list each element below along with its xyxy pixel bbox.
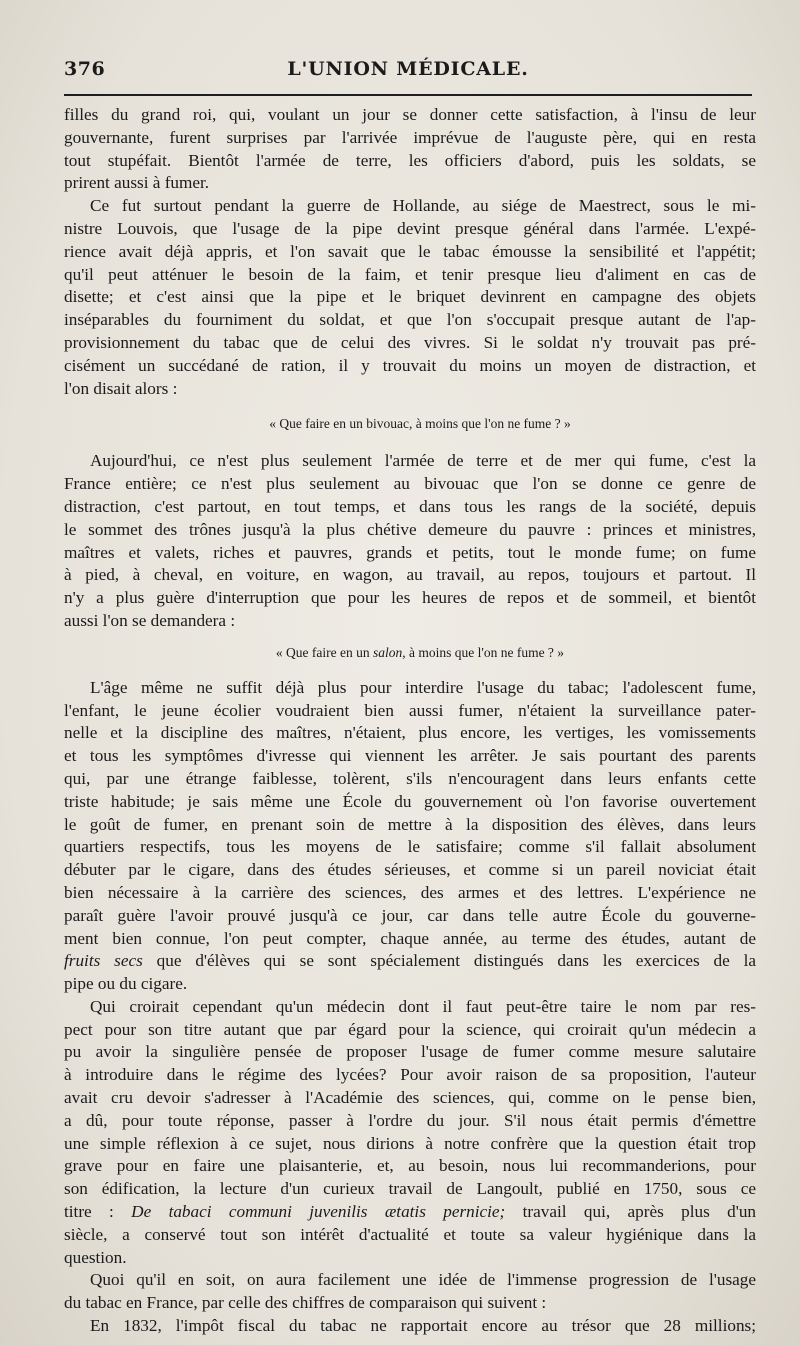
- paragraph-5: [64, 996, 756, 1270]
- text-line: En 1832, l'impôt fiscal du tabac ne rapportait encore au trésor que 28 millions;: [90, 1316, 756, 1336]
- text-line: le goût de fumer, en prenant soin de mettre à la disposition des élèves, dans leurs: [64, 814, 756, 834]
- page-header: [64, 58, 752, 88]
- paragraph-4: [64, 677, 756, 996]
- verse-quote-1: « Que faire en un bivouac, à moins que l'on ne fume ? »: [269, 416, 571, 432]
- paragraph-3: [64, 450, 756, 632]
- text-line: avait cru devoir s'adresser à l'Académie des sciences, qui, comme on le pense bien,: [64, 1088, 756, 1108]
- text-line: qu'il peut atténuer le besoin de la faim, et tenir presque lieu d'aliment en cas de: [64, 264, 756, 284]
- text-line: et tous les symptômes d'ivresse qui viennent les arrêter. Je sais pourtant des parents: [64, 746, 756, 766]
- text-line: l'enfant, le jeune écolier voudraient bien aussi fumer, n'étaient la surveillance pater-: [64, 700, 756, 720]
- text-line: débuter par le cigare, dans des études sérieuses, et comme si un pareil noviciat était: [64, 860, 756, 880]
- text-line: distraction, c'est partout, en tout temps, et dans tous les rangs de la société, depuis: [64, 496, 756, 516]
- text-line: question.: [64, 1247, 127, 1267]
- latin-title: De tabaci communi juvenilis ætatis pernicie;: [131, 1202, 506, 1222]
- text-span: titre :: [64, 1202, 132, 1222]
- text-line: pect pour son titre autant que par égard pour la science, qui croirait qu'un médecin a: [64, 1019, 756, 1039]
- text-line: l'on disait alors :: [64, 378, 178, 398]
- quote-text: , à moins que l'on ne fume ? »: [402, 644, 565, 660]
- paragraph-7: [64, 1315, 756, 1338]
- text-line: rience avait déjà appris, et l'on savait que le tabac émousse la sensibilité et l'appétit;: [64, 241, 756, 261]
- text-line: [64, 950, 756, 973]
- text-line: filles du grand roi, qui, voulant un jour se donner cette satisfaction, à l'insu de leur: [64, 105, 756, 124]
- running-head: L'UNION MÉDICALE.: [287, 58, 529, 80]
- text-line: une simple réflexion à ce sujet, nous dirions à notre confrère que la question était trop: [64, 1133, 756, 1153]
- text-line: grave pour en faire une plaisanterie, et, au besoin, nous lui recommanderions, pour: [64, 1156, 756, 1176]
- text-line: provisionnement du tabac que de celui des vivres. Si le soldat n'y trouvait pas pré-: [64, 332, 756, 352]
- text-line: Qui croirait cependant qu'un médecin dont il faut peut-être taire le nom par res-: [90, 996, 756, 1016]
- text-line: [64, 1201, 756, 1224]
- text-line: maîtres et valets, riches et pauvres, grands et petits, tout le monde fume; on fume: [64, 542, 756, 562]
- header-rule: [64, 94, 752, 96]
- text-line: quartiers respectifs, tous les moyens de le satisfaire; comme s'il fallait absolument: [64, 837, 756, 857]
- text-line: paraît guère l'avoir prouvé jusqu'à ce jour, car dans telle autre École du gouverne-: [64, 905, 756, 925]
- text-line: disette; et c'est ainsi que la pipe et le briquet devinrent en campagne des objets: [64, 287, 756, 307]
- paragraph-6: [64, 1269, 756, 1315]
- text-line: n'y a plus guère d'interruption que pour les heures de repos et de sommeil, et bientôt: [64, 588, 756, 608]
- quote-emphasis: salon: [373, 644, 403, 660]
- text-line: pipe ou du cigare.: [64, 974, 188, 994]
- text-line: ment bien connue, l'on peut compter, chaque année, au terme des études, autant de: [64, 928, 756, 948]
- text-line: tout stupéfait. Bientôt l'armée de terre, les officiers d'abord, puis les soldats, se: [64, 150, 756, 170]
- text-line: le sommet des trônes jusqu'à la plus chétive demeure du pauvre : princes et ministres,: [64, 519, 756, 539]
- text-line: inséparables du fourniment du soldat, et que l'on s'occupait presque autant de l'ap-: [64, 310, 756, 330]
- text-line: gouvernante, furent surprises par l'arrivée imprévue de l'auguste père, qui en resta: [64, 127, 756, 147]
- text-line: nelle et la discipline des maîtres, n'étaient, plus encore, les vertiges, les vomissements: [64, 723, 756, 743]
- verse-quote-2: [64, 643, 756, 663]
- text-line: qui, par une étrange faiblesse, tolèrent, s'ils n'encouragent dans leurs enfants cette: [64, 768, 756, 788]
- text-line: Quoi qu'il en soit, on aura facilement une idée de l'immense progression de l'usage: [90, 1270, 756, 1290]
- text-span: travail qui, après plus d'un: [505, 1202, 757, 1222]
- quote-text: « Que faire en un: [275, 644, 374, 660]
- text-line: aussi l'on se demandera :: [64, 610, 236, 630]
- text-line: bien nécessaire à la carrière des sciences, des armes et des lettres. L'expérience ne: [64, 882, 756, 902]
- text-span: que d'élèves qui se sont spécialement distingués dans les exercices de la: [142, 951, 757, 971]
- text-line: L'âge même ne suffit déjà plus pour interdire l'usage du tabac; l'adolescent fume,: [90, 677, 756, 697]
- text-line: à pied, à cheval, en voiture, en wagon, au travail, au repos, toujours et partout. Il: [64, 565, 756, 585]
- text-line: son édification, la lecture d'un curieux travail de Langoult, publié en 1750, sous ce: [64, 1179, 756, 1199]
- paragraph-1: [64, 104, 756, 195]
- paragraph-2: [64, 195, 756, 400]
- text-line: du tabac en France, par celle des chiffres de comparaison qui suivent :: [64, 1293, 547, 1313]
- text-line: Aujourd'hui, ce n'est plus seulement l'armée de terre et de mer qui fume, c'est la: [90, 451, 756, 471]
- text-line: nistre Louvois, que l'usage de la pipe devint presque général dans l'armée. L'expé-: [64, 218, 756, 238]
- text-line: triste habitude; je sais même une École du gouvernement où l'on favorise ouvertement: [64, 791, 756, 811]
- text-line: à introduire dans le régime des lycées? Pour avoir raison de sa proposition, l'auteur: [64, 1065, 756, 1085]
- text-line: pu avoir la singulière pensée de proposer l'usage de fumer comme mesure salutaire: [64, 1042, 756, 1062]
- page-number: 376: [64, 58, 106, 80]
- italic-phrase: fruits secs: [64, 951, 143, 971]
- text-line: France entière; ce n'est plus seulement au bivouac que l'on se donne ce genre de: [64, 474, 756, 494]
- text-line: cisément un succédané de ration, il y trouvait du moins un moyen de distraction, et: [64, 355, 756, 375]
- text-line: a dû, pour toute réponse, passer à l'ordre du jour. S'il nous était permis d'émettre: [64, 1110, 756, 1130]
- text-line: prirent aussi à fumer.: [64, 173, 210, 193]
- text-line: siècle, a conservé tout son intérêt d'actualité et toute sa valeur hygiénique dans la: [64, 1224, 756, 1244]
- text-line: Ce fut surtout pendant la guerre de Hollande, au siége de Maestrect, sous le mi-: [90, 196, 756, 216]
- article-body: [64, 104, 756, 1338]
